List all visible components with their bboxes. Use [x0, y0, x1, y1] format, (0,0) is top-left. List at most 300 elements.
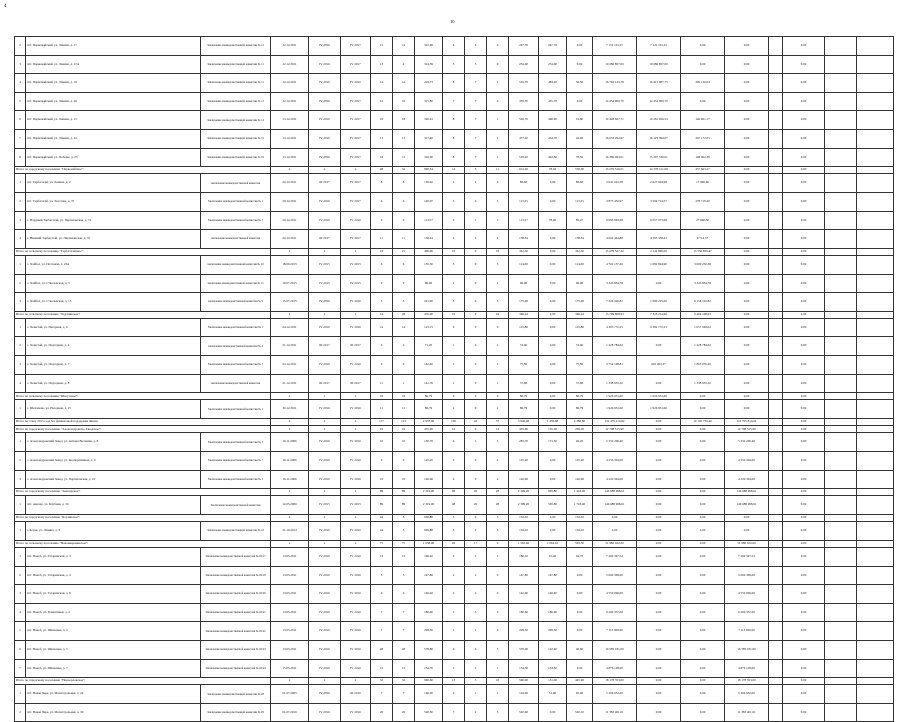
spacer-cell: [769, 174, 783, 193]
value-cell: IV 2016: [309, 566, 341, 585]
spacer-cell: [769, 566, 783, 585]
spacer-cell: [769, 293, 783, 312]
value-cell: 614,02: [509, 167, 539, 174]
table-row: [15, 496, 894, 515]
value-cell: 20: [393, 703, 415, 722]
value-cell: 0,00: [725, 522, 769, 541]
spacer-cell: [769, 489, 783, 496]
value-cell: IV 2016: [309, 433, 341, 452]
value-cell: 347 172,05: [681, 129, 725, 148]
value-cell: 146 901,17: [681, 111, 725, 130]
value-cell: 123,15: [415, 318, 443, 337]
value-cell: 12.12.2011: [271, 37, 309, 56]
value-cell: 9: [443, 640, 465, 659]
value-cell: 89: [371, 489, 393, 496]
row-number: 4: [15, 603, 26, 622]
value-cell: 11: [393, 400, 415, 419]
value-cell: 316,00: [415, 148, 443, 167]
value-cell: 16.11.2006: [271, 433, 309, 452]
spacer-cell: [769, 685, 783, 704]
row-number: 7: [15, 659, 26, 678]
address-cell: пгт. Парвомайский, ул. Ленина, д. 22: [26, 129, 201, 148]
row-number: 6: [15, 111, 26, 130]
value-cell: 0,00: [681, 703, 725, 722]
row-number: 2: [15, 566, 26, 585]
value-cell: 0: [465, 393, 487, 400]
value-cell: 91,40: [539, 547, 567, 566]
value-cell: 2 386,80: [567, 419, 593, 426]
value-cell: 18.09.2015: [271, 255, 309, 274]
table-row: [15, 148, 894, 167]
value-cell: 0: [487, 603, 509, 622]
value-cell: 24.12.2011: [271, 356, 309, 375]
value-cell: 6 269 337,00: [593, 603, 637, 622]
value-cell: 28: [393, 640, 415, 659]
value-cell: 43: [465, 419, 487, 426]
value-cell: 10: [443, 248, 465, 255]
value-cell: 76,56: [567, 148, 593, 167]
value-cell: 2 978,06: [415, 419, 443, 426]
value-cell: 0,00: [783, 489, 825, 496]
empty-cell: [825, 255, 857, 274]
value-cell: 146 688 998,61: [725, 489, 769, 496]
value-cell: IV 2016: [309, 148, 341, 167]
value-cell: 10: [393, 92, 415, 111]
value-cell: 1: [487, 129, 509, 148]
value-cell: 126,60: [415, 470, 443, 489]
basis-cell: Заключение межведомственной комиссии № 02/22: [201, 622, 271, 641]
value-cell: 19: [371, 426, 393, 433]
value-cell: 518,92: [509, 148, 539, 167]
value-cell: 196,40: [415, 547, 443, 566]
subtotal-title: Итого по городскому поселению "Александровско-Заводское":: [15, 426, 271, 433]
value-cell: x: [309, 514, 341, 521]
table-row: [15, 293, 894, 312]
value-cell: 0,00: [681, 470, 725, 489]
table-row: [15, 703, 894, 722]
value-cell: 1: [443, 374, 465, 393]
value-cell: 37,00: [567, 374, 593, 393]
value-cell: 5: [443, 293, 465, 312]
value-cell: 6: [371, 255, 393, 274]
value-cell: 1: [487, 111, 509, 130]
value-cell: 20: [465, 489, 487, 496]
value-cell: 12.05.2006: [271, 496, 309, 515]
value-cell: 147,80: [415, 566, 443, 585]
value-cell: 4 876 128,00: [725, 659, 769, 678]
empty-cell: [825, 433, 857, 452]
value-cell: 11: [371, 230, 393, 249]
value-cell: 2: [465, 547, 487, 566]
value-cell: 2: [465, 585, 487, 604]
empty-cell: [857, 37, 894, 56]
value-cell: 0,00: [783, 547, 825, 566]
empty-cell: [825, 678, 857, 685]
value-cell: 314,39: [415, 55, 443, 74]
value-cell: 101,80: [509, 318, 539, 337]
value-cell: 16 125 390,07: [637, 129, 681, 148]
value-cell: 0,00: [725, 55, 769, 74]
value-cell: 19: [393, 393, 415, 400]
value-cell: 146 688 998,61: [725, 496, 769, 515]
empty-cell: [857, 540, 894, 547]
value-cell: 7 113 000,00: [725, 622, 769, 641]
value-cell: 0,00: [637, 470, 681, 489]
value-cell: 140,07: [415, 192, 443, 211]
value-cell: 113,57: [509, 211, 539, 230]
value-cell: 0,00: [681, 622, 725, 641]
value-cell: 1: [465, 622, 487, 641]
value-cell: 16 386 493,01: [593, 148, 637, 167]
subtotal-row: [15, 393, 894, 400]
value-cell: 0,00: [783, 374, 825, 393]
value-cell: 2 754 168,81: [593, 356, 637, 375]
value-cell: 0,00: [681, 547, 725, 566]
value-cell: IV 2016: [341, 703, 371, 722]
value-cell: 78,04: [539, 167, 567, 174]
empty-cell: [857, 566, 894, 585]
value-cell: 16 585 181,00: [593, 640, 637, 659]
value-cell: 32: [393, 678, 415, 685]
table-row: [15, 433, 894, 452]
value-cell: IV 2016: [341, 470, 371, 489]
table-row: [15, 174, 894, 193]
value-cell: 14 454 900,70: [593, 92, 637, 111]
value-cell: 0,00: [637, 640, 681, 659]
value-cell: 86,79: [509, 400, 539, 419]
value-cell: 12: [393, 659, 415, 678]
value-cell: 13: [371, 55, 393, 74]
value-cell: 4 220 304,00: [725, 470, 769, 489]
value-cell: 13.12.2011: [271, 129, 309, 148]
basis-cell: Заключение межведомственной комиссии № 02/20: [201, 585, 271, 604]
value-cell: 0,00: [783, 540, 825, 547]
value-cell: 0,00: [637, 514, 681, 521]
value-cell: 0: [487, 92, 509, 111]
value-cell: 3 343 854,78: [681, 274, 725, 293]
address-cell: пгт. Новоб, ул. Шевченко, д. 5: [26, 640, 201, 659]
basis-cell: Заключение межведомственной комиссии № 14: [201, 111, 271, 130]
value-cell: 51 980 922,00: [725, 540, 769, 547]
value-cell: 147,80: [539, 566, 567, 585]
empty-cell: [825, 92, 857, 111]
subtotal-row: [15, 167, 894, 174]
value-cell: 86,79: [509, 393, 539, 400]
value-cell: 0: [465, 426, 487, 433]
value-cell: 2: [393, 337, 415, 356]
value-cell: 0,00: [539, 470, 567, 489]
empty-cell: [857, 400, 894, 419]
value-cell: 14: [393, 74, 415, 93]
value-cell: 1: [487, 659, 509, 678]
address-cell: с. Нижний Тарбагатай, ул. Партизанская, д. 76: [26, 230, 201, 249]
value-cell: 0: [465, 356, 487, 375]
value-cell: 123: [393, 419, 415, 426]
row-number: 3: [15, 55, 26, 74]
spacer-cell: [769, 148, 783, 167]
value-cell: 7: [393, 685, 415, 704]
value-cell: 1 057 049,02: [681, 318, 725, 337]
value-cell: x: [341, 514, 371, 521]
value-cell: 13.12.2011: [271, 111, 309, 130]
value-cell: 3: [465, 167, 487, 174]
value-cell: 16 585 181,00: [725, 640, 769, 659]
value-cell: 0,00: [567, 37, 593, 56]
value-cell: 4: [443, 452, 465, 471]
empty-cell: [857, 603, 894, 622]
empty-cell: [825, 211, 857, 230]
value-cell: 13 536 659,47: [681, 248, 725, 255]
value-cell: x: [309, 678, 341, 685]
value-cell: 0,00: [539, 393, 567, 400]
basis-cell: Заключение межведомственной комиссии № 12: [201, 37, 271, 56]
value-cell: 9: [371, 585, 393, 604]
value-cell: 13.05.2011: [271, 622, 309, 641]
value-cell: 0,00: [567, 622, 593, 641]
value-cell: 24.12.2011: [271, 318, 309, 337]
value-cell: IV 2017: [341, 230, 371, 249]
table-row: [15, 192, 894, 211]
corner-mark: 4: [4, 4, 7, 9]
subtotal-title: Итого по городскому поселению "Новоорловское":: [15, 678, 271, 685]
value-cell: 0,00: [637, 703, 681, 722]
value-cell: x: [271, 426, 309, 433]
value-cell: 3 343 854,78: [593, 274, 637, 293]
value-cell: III 2017: [309, 174, 341, 193]
row-number: 1: [15, 685, 26, 704]
value-cell: 44: [371, 514, 393, 521]
spacer-cell: [769, 374, 783, 393]
value-cell: 503,50: [567, 540, 593, 547]
value-cell: 11: [371, 400, 393, 419]
value-cell: 400,00: [415, 248, 443, 255]
value-cell: x: [271, 248, 309, 255]
value-cell: 0,00: [725, 374, 769, 393]
value-cell: 0,00: [539, 293, 567, 312]
value-cell: 18: [393, 111, 415, 130]
value-cell: 4: [487, 230, 509, 249]
value-cell: 0: [465, 400, 487, 419]
value-cell: 9: [371, 452, 393, 471]
subtotal-title: Итого по городскому поселению "Борзинское":: [15, 514, 271, 521]
value-cell: 0: [487, 37, 509, 56]
value-cell: 2: [465, 659, 487, 678]
value-cell: 0,00: [681, 685, 725, 704]
value-cell: 146 688 998,61: [593, 489, 637, 496]
value-cell: 3: [487, 522, 509, 541]
value-cell: 11 383 401,01: [593, 703, 637, 722]
value-cell: IV 2016: [309, 547, 341, 566]
value-cell: 0,00: [783, 230, 825, 249]
value-cell: 21: [393, 248, 415, 255]
value-cell: III 2017: [309, 374, 341, 393]
value-cell: 1 026 931,60: [637, 393, 681, 400]
value-cell: 75,80: [567, 356, 593, 375]
value-cell: 570,00: [509, 640, 539, 659]
value-cell: IV 2017: [341, 111, 371, 130]
value-cell: 3 594 714,57: [637, 192, 681, 211]
value-cell: IV 2016: [341, 659, 371, 678]
value-cell: 960,60: [415, 678, 443, 685]
value-cell: 01.07.2016: [271, 703, 309, 722]
value-cell: 6 154 101,82: [681, 293, 725, 312]
value-cell: 1: [487, 74, 509, 93]
value-cell: x: [309, 489, 341, 496]
value-cell: 5: [371, 566, 393, 585]
spacer-cell: [769, 74, 783, 93]
value-cell: 10 686 857,00: [593, 55, 637, 74]
value-cell: x: [271, 514, 309, 521]
value-cell: 520,70: [509, 111, 539, 130]
spacer-cell: [769, 452, 783, 471]
empty-cell: [857, 685, 894, 704]
address-cell: с. Шелапено, ул. Нагорная, д. 25: [26, 400, 201, 419]
subtotal-row: [15, 311, 894, 318]
value-cell: 0,00: [637, 622, 681, 641]
row-number: 3: [15, 470, 26, 489]
address-cell: с. Александровский Завод, ул. Антона Волжина, д. 8: [26, 433, 201, 452]
row-number: 2: [15, 703, 26, 722]
value-cell: 234,00: [509, 55, 539, 74]
value-cell: IV 2015: [341, 255, 371, 274]
value-cell: 16 415 987,75: [637, 74, 681, 93]
value-cell: 28: [371, 167, 393, 174]
basis-cell: Заключение межведомственной комиссии № 02/17: [201, 547, 271, 566]
value-cell: 9: [371, 211, 393, 230]
basis-cell: Заключение межведомственной комиссии № 29: [201, 703, 271, 722]
basis-cell: заключение межведомственной комиссии: [201, 374, 271, 393]
value-cell: 340,24: [509, 311, 539, 318]
value-cell: IV 2017: [341, 129, 371, 148]
address-cell: с. Александровский Завод, ул. Партизанская, д. 10: [26, 470, 201, 489]
value-cell: 8: [443, 148, 465, 167]
value-cell: 1 082 824,90: [637, 255, 681, 274]
address-cell: с. Хошетой, ул. Подгорная, д. 7: [26, 356, 201, 375]
value-cell: x: [309, 248, 341, 255]
value-cell: 1 428 784,62: [681, 337, 725, 356]
row-number: 1: [15, 522, 26, 541]
value-cell: IV 2017: [341, 174, 371, 193]
value-cell: 86,79: [567, 393, 593, 400]
value-cell: 5: [487, 640, 509, 659]
empty-cell: [825, 585, 857, 604]
basis-cell: заключение межведомственной комиссии: [201, 174, 271, 193]
empty-cell: [825, 496, 857, 515]
value-cell: 2: [487, 356, 509, 375]
value-cell: 2 309,20: [509, 489, 539, 496]
row-number: 1: [15, 255, 26, 274]
empty-cell: [825, 311, 857, 318]
value-cell: x: [309, 311, 341, 318]
value-cell: 0,00: [637, 678, 681, 685]
value-cell: 5 332 206,40: [725, 433, 769, 452]
value-cell: 15 676 516,01: [593, 167, 637, 174]
empty-cell: [825, 129, 857, 148]
empty-cell: [825, 293, 857, 312]
value-cell: IV 2016: [341, 433, 371, 452]
value-cell: 7: [443, 703, 465, 722]
basis-cell: Заключение межведомственной комиссии № 28: [201, 685, 271, 704]
row-number: 3: [15, 211, 26, 230]
empty-cell: [825, 489, 857, 496]
value-cell: 0,00: [539, 522, 567, 541]
resettlement-table: [14, 36, 893, 722]
value-cell: 0,00: [681, 452, 725, 471]
value-cell: 0: [487, 55, 509, 74]
value-cell: 0,00: [637, 540, 681, 547]
value-cell: 3: [443, 659, 465, 678]
value-cell: 134,10: [567, 522, 593, 541]
value-cell: 7: [371, 603, 393, 622]
value-cell: 2: [487, 547, 509, 566]
empty-cell: [857, 640, 894, 659]
value-cell: 4: [393, 55, 415, 74]
value-cell: 12: [487, 426, 509, 433]
value-cell: 0,00: [539, 374, 567, 393]
value-cell: 0,00: [725, 400, 769, 419]
value-cell: 865,80: [539, 489, 567, 496]
value-cell: x: [341, 419, 371, 426]
address-cell: пгт. Парвомайский, ул. Ленина, д. 17А: [26, 55, 201, 74]
value-cell: 0,00: [681, 37, 725, 56]
address-cell: с. Хошетой, ул. Подгорная, д. 8: [26, 374, 201, 393]
value-cell: IV 2016: [341, 400, 371, 419]
table-row: [15, 318, 894, 337]
value-cell: 154,76: [415, 659, 443, 678]
value-cell: 8: [443, 129, 465, 148]
value-cell: 0,00: [725, 211, 769, 230]
value-cell: 0,00: [725, 230, 769, 249]
value-cell: 0,00: [539, 192, 567, 211]
basis-cell: Заключение межведомственной комиссии № 7: [201, 452, 271, 471]
value-cell: IV 2016: [309, 400, 341, 419]
value-cell: 0,00: [681, 514, 725, 521]
value-cell: 0,00: [783, 433, 825, 452]
row-number: 2: [15, 337, 26, 356]
empty-cell: [857, 274, 894, 293]
value-cell: 0,00: [681, 585, 725, 604]
value-cell: 645 493,37: [637, 356, 681, 375]
value-cell: 7 224 326,82: [593, 293, 637, 312]
value-cell: 0,00: [783, 129, 825, 148]
empty-cell: [857, 585, 894, 604]
value-cell: 0,00: [637, 547, 681, 566]
value-cell: 65,00: [567, 685, 593, 704]
value-cell: 0,00: [783, 400, 825, 419]
address-cell: пгт. Парвомайский, ул. Ленина, д. 21: [26, 111, 201, 130]
table-row: [15, 92, 894, 111]
value-cell: 5 206 952,00: [593, 685, 637, 704]
spacer-cell: [769, 703, 783, 722]
value-cell: 8: [371, 174, 393, 193]
value-cell: 0,00: [539, 248, 567, 255]
table-row: [15, 400, 894, 419]
table-row: [15, 585, 894, 604]
row-number: 8: [15, 148, 26, 167]
address-cell: пгт. Новая Чара, ул. Магистральная, д. 22: [26, 685, 201, 704]
value-cell: 283,70: [509, 433, 539, 452]
value-cell: 536,00: [567, 167, 593, 174]
value-cell: 455,70: [539, 92, 567, 111]
value-cell: III 2017: [341, 374, 371, 393]
value-cell: 126,60: [567, 470, 593, 489]
value-cell: 1 926 931,60: [637, 400, 681, 419]
value-cell: 159,92: [415, 174, 443, 193]
value-cell: 221,90: [415, 293, 443, 312]
value-cell: 5: [465, 55, 487, 74]
value-cell: 37,00: [509, 374, 539, 393]
value-cell: IV 2016: [309, 622, 341, 641]
